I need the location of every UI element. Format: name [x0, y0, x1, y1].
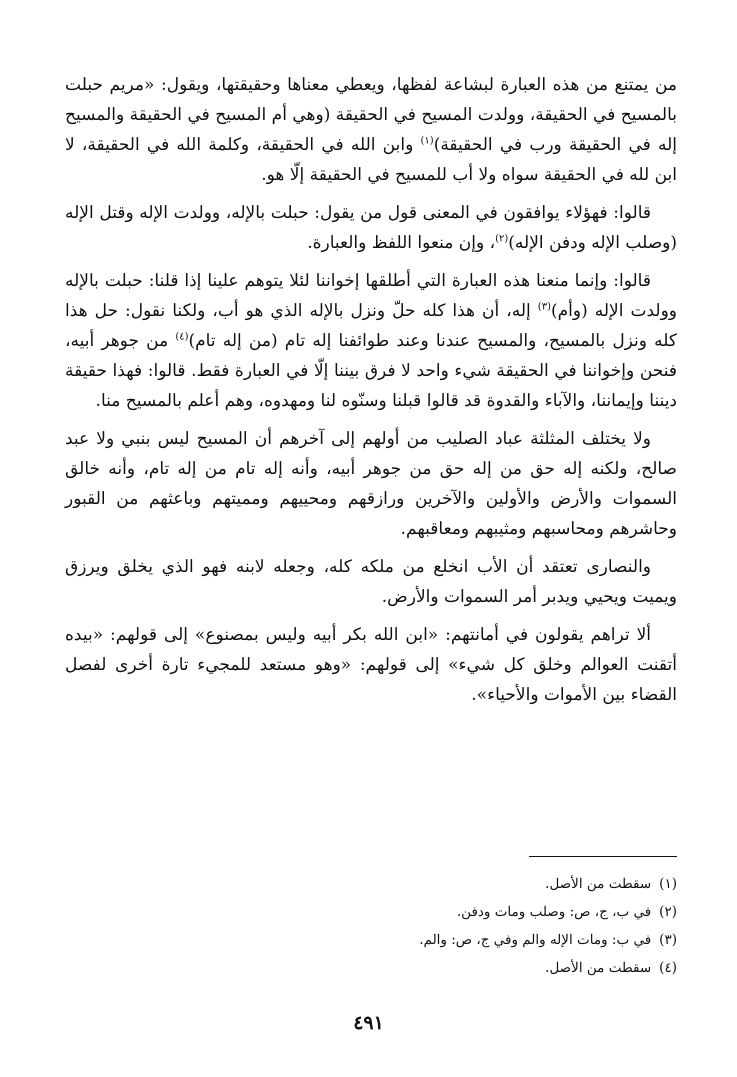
footnotes-list	[65, 870, 677, 982]
paragraph-text: ألا تراهم يقولون في أمانتهم: «ابن الله بكر أبيه وليس بمصنوع» إلى قولهم: «بيده أتقنت العوالم وخلق كل شيء» إلى قولهم: «وهو مستعد للمجيء تارة أخرى لفصل القضاء بين الأموات والأحياء».	[65, 625, 677, 705]
paragraph-5	[65, 552, 677, 612]
footnote-number: (١)	[659, 876, 677, 892]
footnote-text: سقطت من الأصل.	[545, 876, 652, 892]
paragraph-text: قالوا: فهؤلاء يوافقون في المعنى قول من يقول: حبلت بالإله، وولدت الإله وقتل الإله (وصلب الإله ودفن الإله)	[65, 203, 677, 253]
footnote-4	[65, 954, 677, 982]
footnote-1	[65, 870, 677, 898]
footnote-3	[65, 926, 677, 954]
paragraph-text: والنصارى تعتقد أن الأب انخلع من ملكه كله، وجعله لابنه فهو الذي يخلق ويرزق ويميت ويحيي ويدبر أمر السموات والأرض.	[65, 557, 677, 607]
paragraph-text: ، وإن منعوا اللفظ والعبارة.	[307, 233, 496, 253]
paragraph-text: من جوهر أبيه، فنحن وإخواننا في الحقيقة شيء واحد لا فرق بيننا إلّا في العبارة فقط. قالوا: فهذا حقيقة ديننا وإيماننا، والآباء والقدوة قد قالوا قبلنا وسنّوه لنا ومهدوه، وهم أعلم بالمسيح منا.	[65, 331, 677, 411]
footnote-number: (٤)	[659, 960, 677, 976]
paragraph-text: ولا يختلف المثلثة عباد الصليب من أولهم إلى آخرهم أن المسيح ليس بنبي ولا عبد صالح، ولكنه إله حق من إله حق من جوهر أبيه، وأنه إله تام من إله تام، وأنه خالق السموات والأرض والأولين والآخرين ورازقهم ومحييهم ومميتهم وباعثهم من القبور وحاشرهم ومحاسبهم ومثيبهم ومعاقبهم.	[65, 429, 677, 539]
paragraph-3	[65, 266, 677, 416]
footnote-reference-4[interactable]: (٤)	[175, 331, 189, 343]
paragraph-text: قالوا: وإنما منعنا هذه العبارة التي أطلقها إخواننا لئلا يتوهم علينا إذا قلنا: حبلت بالإله وولدت الإله (وأم)	[65, 271, 677, 321]
paragraph-text: وابن الله في الحقيقة، وكلمة الله في الحقيقة، لا ابن لله في الحقيقة سواه ولا أب للمسيح في الحقيقة إلّا هو.	[65, 135, 677, 185]
paragraph-4	[65, 424, 677, 544]
footnote-divider	[529, 856, 677, 857]
paragraph-text: إله، أن هذا كله حلّ ونزل بالإله الذي هو أب، ولكنا نقول: حل هذا كله ونزل بالمسيح، والمسيح عندنا وعند طوائفنا إله تام (من إله تام)	[65, 301, 677, 351]
footnote-number: (٢)	[659, 904, 677, 920]
footnote-text: في ب، ج، ص: وصلب ومات ودفن.	[456, 904, 652, 920]
page-number: ٤٩١	[353, 1012, 384, 1034]
paragraph-2	[65, 198, 677, 258]
paragraph-text: من يمتنع من هذه العبارة لبشاعة لفظها، ويعطي معناها وحقيقتها، ويقول: «مريم حبلت بالمسيح في الحقيقة، وولدت المسيح في الحقيقة (وهي أم المسيح في الحقيقة والمسيح إله في الحقيقة ورب في الحقيقة)	[65, 75, 678, 155]
footnote-reference-3[interactable]: (٣)	[537, 301, 551, 313]
footnote-reference-1[interactable]: (١)	[420, 135, 434, 147]
footnote-text: سقطت من الأصل.	[545, 960, 652, 976]
footnote-text: في ب: ومات الإله والم وفي ج، ص: والم.	[419, 932, 652, 948]
footnote-reference-2[interactable]: (٢)	[495, 233, 509, 245]
paragraph-1	[65, 70, 677, 190]
footnote-number: (٣)	[659, 932, 677, 948]
paragraph-6	[65, 620, 677, 710]
footnote-2	[65, 898, 677, 926]
